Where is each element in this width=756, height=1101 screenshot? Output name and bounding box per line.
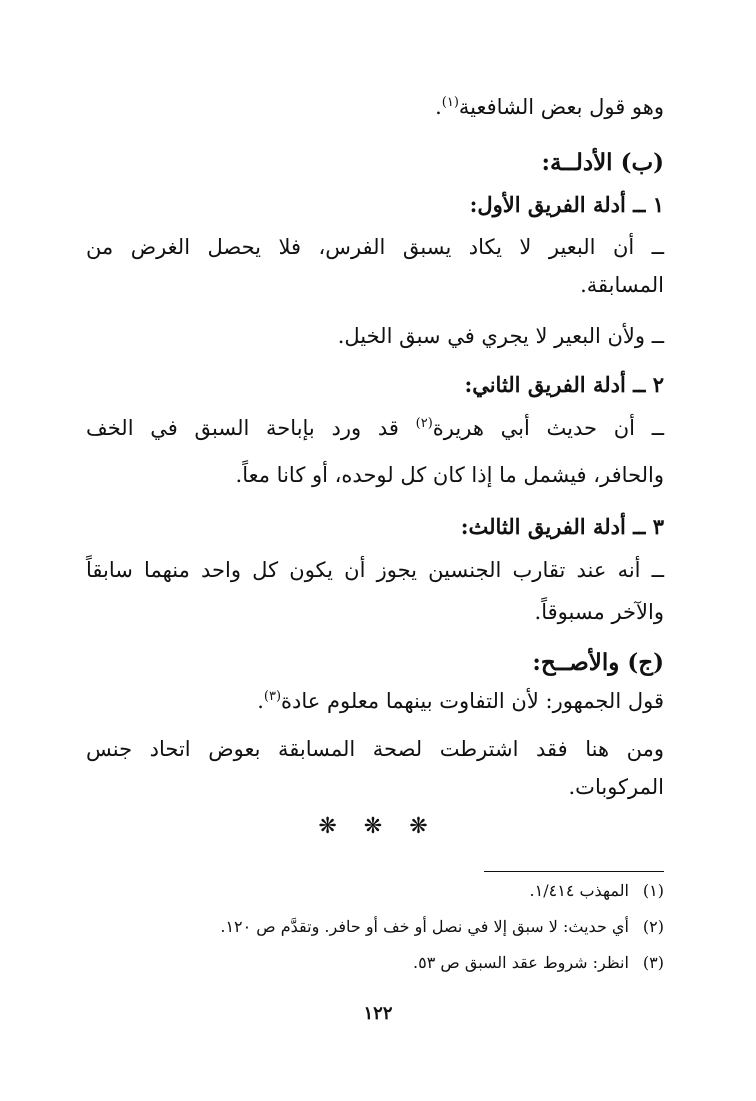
footnote-number: (٣) bbox=[642, 953, 664, 972]
body-line: ومن هنا فقد اشترطت لصحة المسابقة بعوض اتحاد جنس bbox=[86, 737, 664, 761]
body-line: ــ أنه عند تقارب الجنسين يجوز أن يكون كل واحد منهما سابقاً bbox=[86, 558, 664, 582]
footnote-rule bbox=[484, 871, 664, 872]
footnote-text: المهذب ١/٤١٤. bbox=[529, 881, 629, 900]
body-text: وهو قول بعض الشافعية bbox=[458, 95, 664, 119]
page-number: ١٢٢ bbox=[363, 1003, 393, 1024]
subheading-first-group: ١ ــ أدلة الفريق الأول: bbox=[469, 192, 664, 217]
body-text: . bbox=[257, 689, 264, 713]
body-text: . bbox=[435, 95, 442, 119]
subheading-second-group: ٢ ــ أدلة الفريق الثاني: bbox=[464, 372, 664, 397]
section-separator: ❋ ❋ ❋ bbox=[318, 814, 438, 839]
body-line bbox=[86, 92, 664, 122]
footnote-ref: (٣) bbox=[263, 689, 282, 704]
body-text: ــ أن حديث أبي هريرة bbox=[432, 416, 664, 440]
body-line: ــ أن البعير لا يكاد يسبق الفرس، فلا يحصل الغرض من bbox=[86, 235, 664, 259]
footnote-text: أي حديث: لا سبق إلا في نصل أو خف أو حافر. وتقدَّم ص ١٢٠. bbox=[220, 917, 629, 936]
body-line: المسابقة. bbox=[580, 273, 664, 297]
body-line bbox=[86, 686, 664, 716]
subheading-third-group: ٣ ــ أدلة الفريق الثالث: bbox=[460, 514, 664, 539]
footnote-item bbox=[86, 879, 664, 903]
body-line: المركوبات. bbox=[568, 775, 664, 799]
body-text: قول الجمهور: لأن التفاوت بينهما معلوم عادة bbox=[281, 689, 664, 713]
footnote-item bbox=[86, 915, 664, 939]
section-heading-b: (ب) الأدلــة: bbox=[541, 149, 664, 176]
body-line: والحافر، فيشمل ما إذا كان كل لوحده، أو كانا معاً. bbox=[235, 463, 664, 487]
body-text: قد ورد بإباحة السبق في الخف bbox=[86, 416, 416, 440]
body-line: والآخر مسبوقاً. bbox=[534, 600, 664, 624]
footnote-number: (٢) bbox=[642, 917, 664, 936]
footnote-text: انظر: شروط عقد السبق ص ٥٣. bbox=[413, 953, 629, 972]
body-line: ــ ولأن البعير لا يجري في سبق الخيل. bbox=[337, 324, 664, 348]
footnote-ref: (٢) bbox=[415, 416, 433, 431]
body-line bbox=[86, 413, 664, 443]
section-heading-c: (ج) والأصــح: bbox=[532, 649, 664, 676]
footnote-number: (١) bbox=[642, 881, 664, 900]
footnote-ref: (١) bbox=[441, 95, 459, 110]
footnote-item bbox=[86, 951, 664, 975]
